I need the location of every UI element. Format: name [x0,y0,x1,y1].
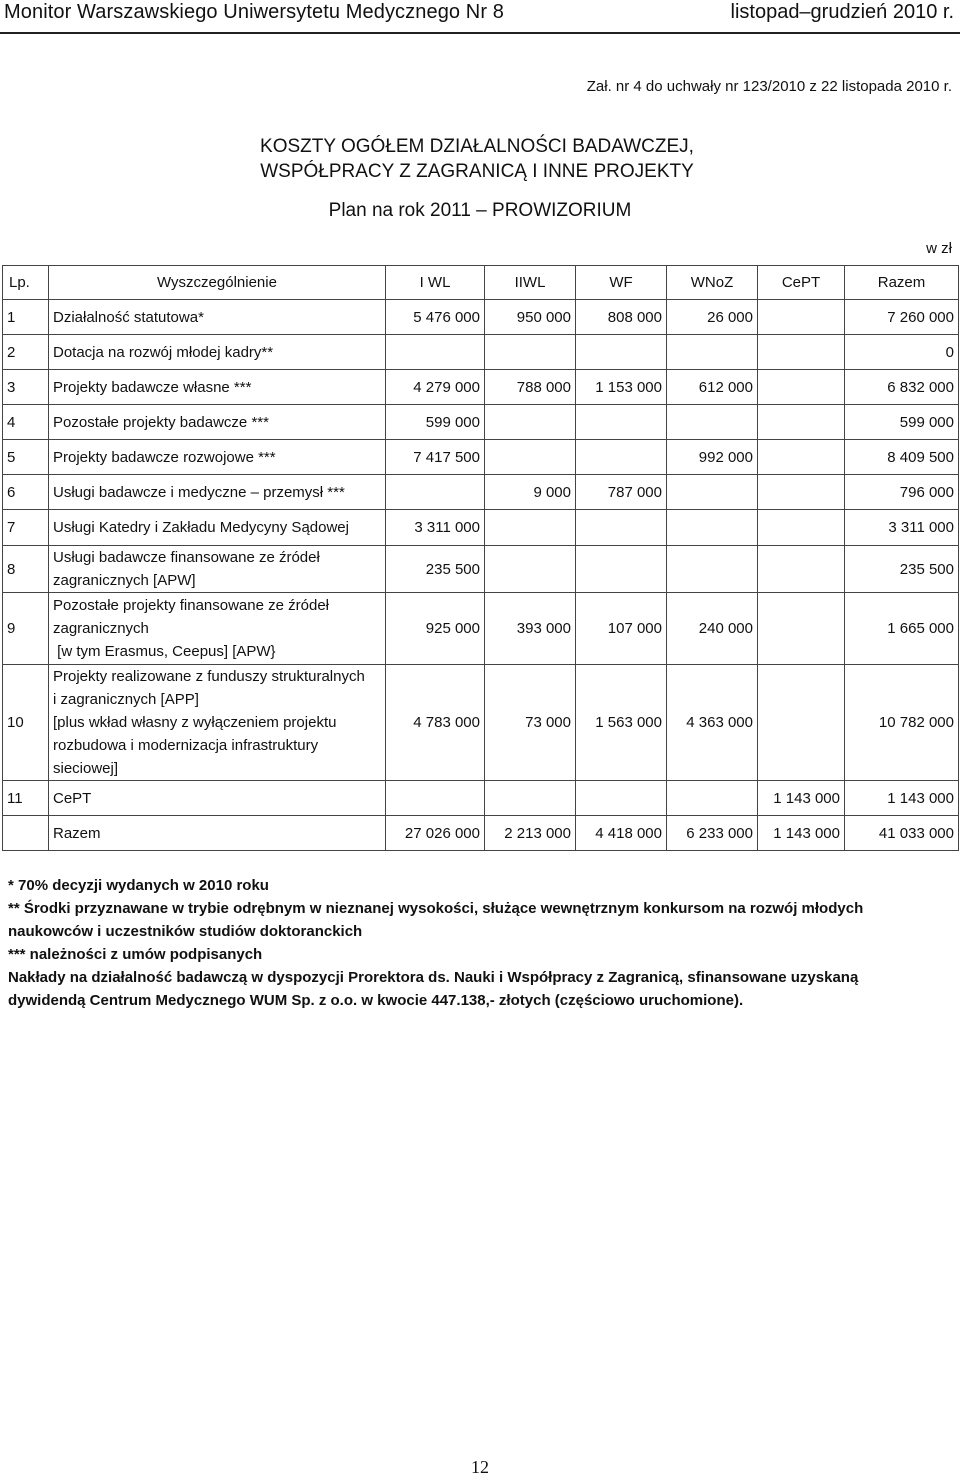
value-iiwl: 9 000 [485,475,576,510]
value-wnoz: 992 000 [667,440,758,475]
table-row [3,546,959,593]
value-wf [576,405,667,440]
row-number [3,816,49,851]
value-iiwl [485,440,576,475]
value-razem: 7 260 000 [845,300,959,335]
value-razem: 3 311 000 [845,510,959,546]
row-number: 11 [3,781,49,816]
row-description [49,546,386,593]
annex-reference: Zał. nr 4 do uchwały nr 123/2010 z 22 listopada 2010 r. [586,78,952,95]
row-number: 3 [3,370,49,405]
description-line: zagranicznych [53,620,149,637]
table-header-row [3,266,959,300]
table-row [3,300,959,335]
value-wnoz: 6 233 000 [667,816,758,851]
table-row [3,510,959,546]
row-description [49,665,386,781]
row-number: 2 [3,335,49,370]
value-iwl: 27 026 000 [386,816,485,851]
value-cept [758,300,845,335]
value-wnoz: 26 000 [667,300,758,335]
table-row [3,665,959,781]
header-iiwl: IIWL [485,266,576,300]
value-wf [576,546,667,593]
value-cept: 1 143 000 [758,781,845,816]
value-cept [758,370,845,405]
value-cept [758,593,845,665]
value-wnoz: 240 000 [667,593,758,665]
row-description [49,405,386,440]
value-razem: 41 033 000 [845,816,959,851]
costs-table [2,265,959,851]
value-wnoz: 4 363 000 [667,665,758,781]
value-iwl: 925 000 [386,593,485,665]
value-wf: 787 000 [576,475,667,510]
value-wnoz [667,781,758,816]
description-line: [w tym Erasmus, Ceepus] [APW} [53,643,276,660]
value-iiwl: 73 000 [485,665,576,781]
description-line: Pozostałe projekty finansowane ze źródeł [53,597,329,614]
document-title-line-1: KOSZTY OGÓŁEM DZIAŁALNOŚCI BADAWCZEJ, [260,136,694,157]
value-iwl: 4 279 000 [386,370,485,405]
value-wnoz [667,510,758,546]
value-iiwl: 393 000 [485,593,576,665]
value-iwl: 7 417 500 [386,440,485,475]
document-subtitle: Plan na rok 2011 – PROWIZORIUM [328,200,632,221]
row-description [49,300,386,335]
value-wf: 808 000 [576,300,667,335]
value-wf [576,781,667,816]
value-iiwl [485,781,576,816]
journal-title: Monitor Warszawskiego Uniwersytetu Medycznego Nr 8 [4,1,504,23]
value-iwl [386,781,485,816]
description-line: Projekty badawcze rozwojowe *** [53,448,276,466]
page-number: 12 [471,1457,489,1477]
footnote: ** Środki przyznawane w trybie odrębnym w nieznanej wysokości, służące wewnętrznym konkursom na rozwój młodych [8,900,864,917]
description-line: Razem [53,824,101,842]
footnote: naukowców i uczestników studiów doktoranckich [8,923,363,940]
header-description: Wyszczególnienie [49,266,386,300]
header-wnoz: WNoZ [667,266,758,300]
value-iiwl [485,546,576,593]
description-line: Dotacja na rozwój młodej kadry** [53,343,274,361]
value-cept [758,440,845,475]
description-line: CePT [53,789,92,807]
row-description [49,781,386,816]
row-number: 10 [3,665,49,781]
row-number: 1 [3,300,49,335]
value-razem: 10 782 000 [845,665,959,781]
value-iiwl [485,510,576,546]
value-wf: 4 418 000 [576,816,667,851]
description-line: Usługi Katedry i Zakładu Medycyny Sądowej [53,519,349,536]
footnote: Nakłady na działalność badawczą w dyspozycji Prorektora ds. Nauki i Współpracy z Zagranicą, sfinansowane uzyskaną [8,969,859,986]
row-description [49,816,386,851]
value-wnoz: 612 000 [667,370,758,405]
currency-unit: w zł [926,240,952,257]
description-line: Projekty badawcze własne *** [53,378,252,396]
header-wf: WF [576,266,667,300]
header-iwl: I WL [386,266,485,300]
value-iiwl [485,405,576,440]
description-line: rozbudowa i modernizacja infrastruktury [53,737,319,754]
document-title-line-2: WSPÓŁPRACY Z ZAGRANICĄ I INNE PROJEKTY [260,161,694,182]
value-wf: 1 563 000 [576,665,667,781]
value-iiwl: 950 000 [485,300,576,335]
value-wnoz [667,546,758,593]
row-number: 9 [3,593,49,665]
value-iiwl: 788 000 [485,370,576,405]
table-row [3,593,959,665]
value-iiwl [485,335,576,370]
value-wf [576,335,667,370]
row-description [49,475,386,510]
header-razem: Razem [845,266,959,300]
value-iwl [386,475,485,510]
description-line: [plus wkład własny z wyłączeniem projektu [53,714,337,731]
description-line: i zagranicznych [APP] [53,691,199,708]
value-wf [576,440,667,475]
row-number: 6 [3,475,49,510]
row-description [49,370,386,405]
value-iwl: 599 000 [386,405,485,440]
issue-date: listopad–grudzień 2010 r. [730,1,954,23]
row-number: 5 [3,440,49,475]
description-line: Usługi badawcze i medyczne – przemysł *** [53,483,345,501]
value-iwl: 235 500 [386,546,485,593]
table-row [3,335,959,370]
footnote: *** należności z umów podpisanych [8,946,263,963]
value-razem: 599 000 [845,405,959,440]
value-razem: 6 832 000 [845,370,959,405]
value-cept [758,665,845,781]
value-wnoz [667,405,758,440]
footnote: * 70% decyzji wydanych w 2010 roku [8,877,269,894]
value-cept [758,510,845,546]
description-line: Działalność statutowa* [53,308,204,326]
table-row [3,475,959,510]
value-razem: 796 000 [845,475,959,510]
table-row [3,440,959,475]
row-number: 8 [3,546,49,593]
value-wnoz [667,335,758,370]
value-iwl [386,335,485,370]
value-razem: 235 500 [845,546,959,593]
table-row [3,370,959,405]
value-razem: 1 665 000 [845,593,959,665]
value-cept [758,475,845,510]
value-iwl: 4 783 000 [386,665,485,781]
value-iwl: 3 311 000 [386,510,485,546]
header-lp: Lp. [3,266,49,300]
row-description [49,510,386,546]
description-line: Projekty realizowane z funduszy strukturalnych [53,668,365,685]
value-cept: 1 143 000 [758,816,845,851]
value-iwl: 5 476 000 [386,300,485,335]
value-razem: 0 [845,335,959,370]
value-iiwl: 2 213 000 [485,816,576,851]
description-line: sieciowej] [53,760,119,777]
value-razem: 1 143 000 [845,781,959,816]
row-number: 4 [3,405,49,440]
value-cept [758,405,845,440]
table-total-row [3,816,959,851]
row-description [49,335,386,370]
value-wf: 1 153 000 [576,370,667,405]
row-number: 7 [3,510,49,546]
value-cept [758,546,845,593]
table-row [3,405,959,440]
row-description [49,593,386,665]
description-line: Usługi badawcze finansowane ze źródeł [53,549,320,566]
running-header [0,0,960,34]
description-line: zagranicznych [APW] [53,572,196,589]
header-cept: CePT [758,266,845,300]
value-wf: 107 000 [576,593,667,665]
footnote: dywidendą Centrum Medycznego WUM Sp. z o.o. w kwocie 447.138,- złotych (częściowo uruchomione). [8,992,744,1009]
table-row [3,781,959,816]
value-razem: 8 409 500 [845,440,959,475]
value-wnoz [667,475,758,510]
description-line: Pozostałe projekty badawcze *** [53,413,269,431]
footnotes [8,874,948,1012]
row-description [49,440,386,475]
value-cept [758,335,845,370]
value-wf [576,510,667,546]
